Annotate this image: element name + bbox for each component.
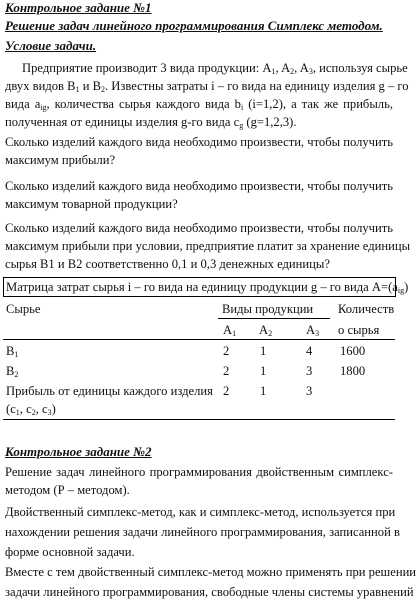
col-a1: $A_1$ <box>223 323 237 338</box>
col-header-product-types: Виды продукции <box>222 302 314 316</box>
col-header-resource: Сырье <box>6 302 41 316</box>
cell-b2-a1: 2 <box>223 364 230 378</box>
cell-profit-a3: 3 <box>306 384 313 398</box>
paragraph-1-line-4: полученная от единицы изделия g-го вида $c_g$ (g=1,2,3). <box>5 115 297 130</box>
col-header-stock-line-1: Количеств <box>338 302 395 316</box>
question-3-line-2: максимум прибыли при условии, предприятие платит за хранение единицы <box>5 239 411 253</box>
question-1-line-2: максимум прибыли? <box>5 153 116 167</box>
section-2-p1-line-2: методом (Р – методом). <box>5 483 130 497</box>
row-label-b2: $B_2$ <box>6 364 19 379</box>
section-2-p2-line-3: форме основной задачи. <box>5 545 135 559</box>
paragraph-1-line-3: вида $a_{ig}$, количества сырья каждого вида $b_i$ (i=1,2), а так же прибыль, <box>5 97 393 112</box>
cell-b2-a2: 1 <box>260 364 267 378</box>
cell-profit-a2: 1 <box>260 384 267 398</box>
table-caption: Матрица затрат сырья i – го вида на единицу продукции g – го вида $A=(a_{ig})$ <box>6 280 409 295</box>
col-header-stock-line-2: о сырья <box>338 323 380 337</box>
cell-b1-a2: 1 <box>260 344 267 358</box>
question-2-line-2: максимум товарной продукции? <box>5 197 178 211</box>
section-2-p2-line-1: Двойственный симплекс-метод, как и симплекс-метод, используется при <box>5 505 396 519</box>
cell-profit-a1: 2 <box>223 384 230 398</box>
section-1-condition-heading: Условие задачи. <box>5 38 97 53</box>
cell-b2-stock: 1800 <box>340 364 366 378</box>
section-2-p3-line-1: Вместе с тем двойственный симплекс-метод можно применять при решении <box>5 565 416 579</box>
section-2-p1-line-1: Решение задач линейного программирования двойственным симплекс- <box>5 465 393 479</box>
table-bottom-border <box>3 419 395 420</box>
table-subheader-border <box>3 339 395 340</box>
cell-b1-stock: 1600 <box>340 344 366 358</box>
row-label-b1: $B_1$ <box>6 344 19 359</box>
section-2-p3-line-2: задачи линейного программирования, свободные члены системы уравнений <box>5 585 414 599</box>
table-left-border <box>3 277 4 297</box>
section-2-title: Контрольное задание №2 <box>5 444 152 459</box>
row-label-profit-line-2: ($c_1$, $c_2$, $c_3$) <box>6 402 56 417</box>
table-header-border <box>3 296 395 297</box>
cell-b2-a3: 3 <box>306 364 313 378</box>
section-2-p2-line-2: нахождении решения задачи линейного программирования, записанной в <box>5 525 400 539</box>
product-types-underline <box>218 318 330 319</box>
col-a3: $A_3$ <box>306 323 320 338</box>
col-a2: $A_2$ <box>259 323 273 338</box>
row-label-profit: Прибыль от единицы каждого изделия <box>6 384 213 398</box>
question-3-line-1: Сколько изделий каждого вида необходимо произвести, чтобы получить <box>5 221 393 235</box>
question-1-line-1: Сколько изделий каждого вида необходимо произвести, чтобы получить <box>5 135 393 149</box>
paragraph-1-line-2: двух видов $B_1$ и $B_2$. Известны затраты i – го вида на единицу изделия g – го <box>5 79 409 94</box>
table-top-border <box>3 277 395 278</box>
question-3-line-3: сырья В1 и В2 соответственно 0,1 и 0,3 денежных единицы? <box>5 257 330 271</box>
cell-b1-a1: 2 <box>223 344 230 358</box>
paragraph-1-line-1: Предприятие производит 3 вида продукции: $A_1$, $A_2$, $A_3$, используя сырье <box>22 61 408 76</box>
section-1-title: Контрольное задание №1 <box>5 0 152 15</box>
section-1-subtitle: Решение задач линейного программирования Симплекс методом. <box>5 18 383 33</box>
question-2-line-1: Сколько изделий каждого вида необходимо произвести, чтобы получить <box>5 179 393 193</box>
cell-b1-a3: 4 <box>306 344 313 358</box>
